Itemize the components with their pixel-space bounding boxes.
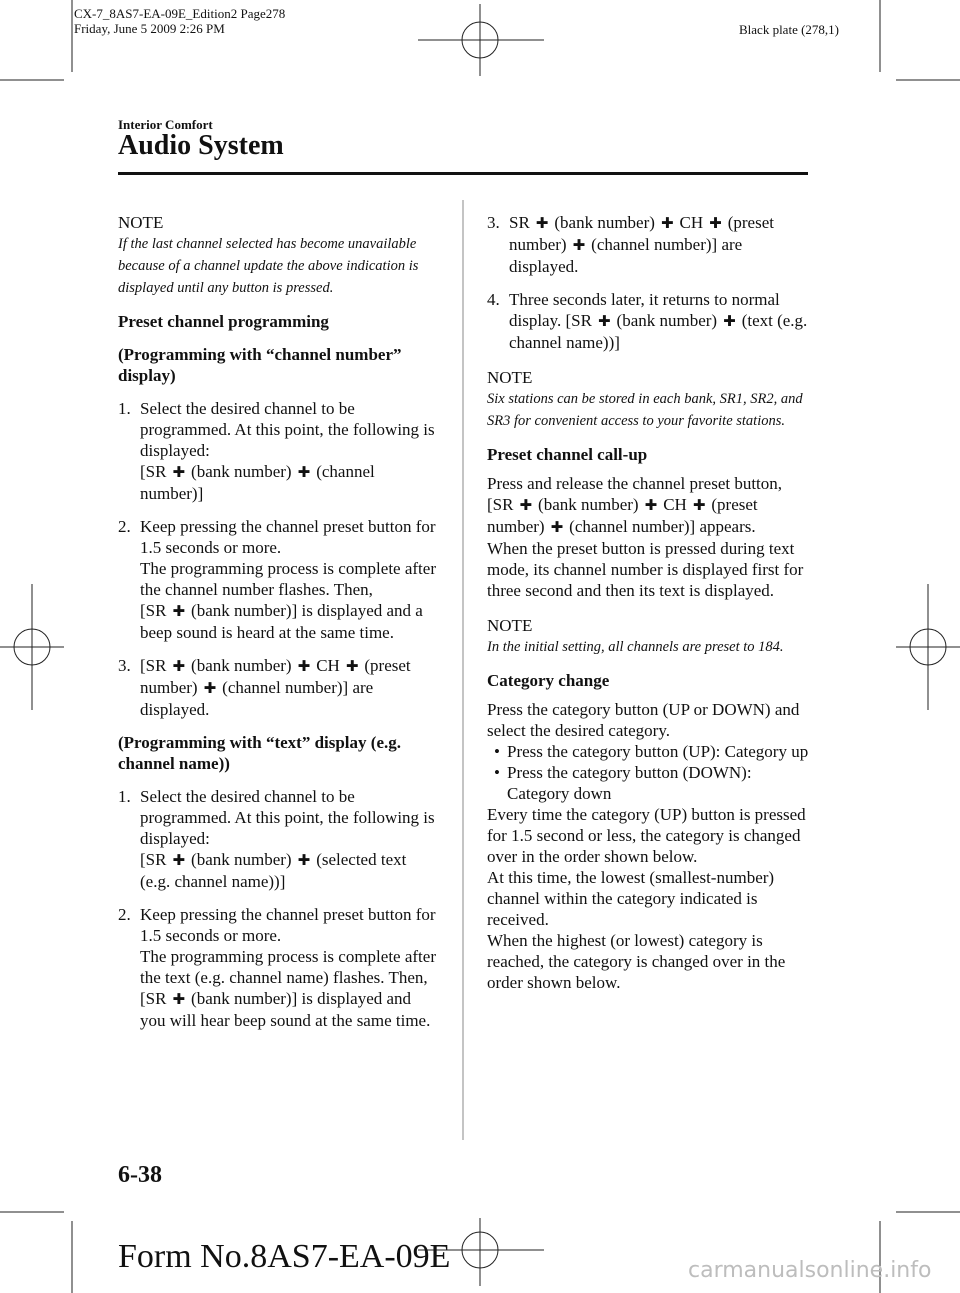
step-text: Keep pressing the channel preset button for 1.5 seconds or more.: [140, 905, 436, 945]
right-column: [487, 212, 809, 993]
plus-icon: ✚: [297, 657, 311, 675]
step-text: [SR: [140, 656, 167, 675]
step-num: 2.: [118, 905, 131, 924]
plus-icon: ✚: [550, 518, 564, 536]
watermark: carmanualsonline.info: [688, 1258, 932, 1283]
step-num: 3.: [487, 213, 500, 232]
plus-icon: ✚: [660, 214, 674, 232]
plus-icon: ✚: [172, 463, 186, 481]
step-text: (bank number): [191, 656, 292, 675]
title-rule: [118, 172, 808, 175]
callup-text: [487, 473, 809, 601]
plus-icon: ✚: [345, 657, 359, 675]
step-text: [SR: [140, 462, 167, 481]
note-text: Six stations can be stored in each bank, SR1, SR2, and SR3 for convenient access to your favorite stations.: [487, 391, 803, 429]
heading-preset-callup: Preset channel call-up: [487, 445, 648, 464]
heading-number-display: (Programming with “channel number” display): [118, 345, 402, 385]
step-text-1: [118, 786, 438, 892]
body-text: When the preset button is pressed during text mode, its channel number is displayed first for three second and then its text is displayed.: [487, 539, 804, 600]
step-text: (text (e.g. channel name))]: [509, 311, 808, 352]
category-text: Press the category button (UP or DOWN) and select the desired category.: [487, 700, 800, 740]
step-text: Select the desired channel to be programmed. At this point, the following is displayed:: [140, 399, 435, 460]
bullet-text: Press the category button (UP): Category up: [507, 742, 809, 761]
page-title: Audio System: [118, 130, 284, 161]
plus-icon: ✚: [172, 851, 186, 869]
file-info: [74, 6, 285, 36]
step-text-2: [118, 904, 438, 1031]
body-text: CH: [663, 495, 687, 514]
plus-icon: ✚: [535, 214, 549, 232]
body-text: [SR: [487, 495, 514, 514]
step-num: 1.: [118, 787, 131, 806]
body-text: Press and release the channel preset button,: [487, 474, 783, 493]
step-text: CH: [316, 656, 340, 675]
body-text: (preset number): [487, 495, 758, 536]
step-text: (bank number): [554, 213, 655, 232]
note-heading: NOTE: [487, 616, 533, 635]
step-text: Select the desired channel to be programmed. At this point, the following is displayed:: [140, 787, 435, 848]
plus-icon: ✚: [172, 602, 186, 620]
step-text: The programming process is complete after the channel number flashes. Then,: [140, 559, 436, 599]
note-heading: NOTE: [487, 368, 533, 387]
category-text: Every time the category (UP) button is pressed for 1.5 second or less, the category is changed over in the order shown below.: [487, 805, 806, 866]
date-line: Friday, June 5 2009 2:26 PM: [74, 21, 225, 36]
step-text: (bank number): [616, 311, 718, 330]
step-num: 3.: [118, 656, 131, 675]
plus-icon: ✚: [297, 463, 311, 481]
step-text: Three seconds later, it returns to normal display. [SR: [509, 290, 780, 330]
category-text: When the highest (or lowest) category is reached, the category is changed over in the order shown below.: [487, 931, 786, 992]
file-line: CX-7_8AS7-EA-09E_Edition2 Page278: [74, 6, 286, 21]
plus-icon: ✚: [597, 312, 611, 330]
step-text: [SR: [140, 850, 167, 869]
list-item: [487, 762, 809, 804]
step-text: [SR: [140, 601, 167, 620]
category-text: At this time, the lowest (smallest-number) channel within the category indicated is received.: [487, 868, 775, 929]
step-text: CH: [679, 213, 704, 232]
section-label: Interior Comfort: [118, 117, 213, 132]
body-text: (channel number)] appears.: [569, 517, 756, 536]
heading-text-display: (Programming with “text” display (e.g. channel name)): [118, 733, 401, 773]
plus-icon: ✚: [297, 851, 311, 869]
step-text: (bank number)] is displayed and a beep sound is heard at the same time.: [140, 601, 423, 642]
step-text: (preset number): [509, 213, 774, 254]
step-text: (channel number)] are displayed.: [140, 678, 374, 719]
note-text: If the last channel selected has become unavailable because of a channel update the above indication is displayed until any button is pressed.: [118, 236, 419, 296]
plus-icon: ✚: [203, 679, 217, 697]
bullet-icon: •: [494, 742, 500, 761]
step-text: (bank number)] is displayed and you will hear beep sound at the same time.: [140, 989, 431, 1030]
plus-icon: ✚: [692, 496, 706, 514]
step-num: 1.: [118, 399, 131, 418]
step-text: (preset number): [140, 656, 411, 697]
bullet-icon: •: [494, 763, 500, 782]
list-item: [487, 741, 809, 762]
bullet-text: Press the category button (DOWN): Category down: [507, 763, 752, 803]
step-4: [487, 289, 809, 353]
body-text: (bank number): [538, 495, 639, 514]
left-column: [118, 212, 438, 1031]
plus-icon: ✚: [709, 214, 722, 232]
plus-icon: ✚: [572, 236, 586, 254]
step-text: The programming process is complete after the text (e.g. channel name) flashes. Then, [SR: [140, 947, 436, 1008]
plus-icon: ✚: [172, 657, 186, 675]
heading-preset-programming: Preset channel programming: [118, 312, 329, 331]
step-text: (channel number)]: [140, 462, 375, 503]
step-text: (channel number)] are displayed.: [509, 235, 743, 276]
form-number: Form No.8AS7-EA-09E: [118, 1238, 451, 1275]
step-text: SR: [509, 213, 530, 232]
step-text: (selected text (e.g. channel name))]: [140, 850, 407, 891]
heading-category-change: Category change: [487, 671, 610, 690]
step-3-continued: [487, 212, 809, 277]
note-heading: NOTE: [118, 213, 164, 232]
plus-icon: ✚: [644, 496, 658, 514]
plus-icon: ✚: [172, 990, 186, 1008]
step-number-2: [118, 516, 438, 643]
step-number-1: [118, 398, 438, 504]
step-text: (bank number): [191, 462, 292, 481]
plus-icon: ✚: [723, 312, 736, 330]
page-number: 6-38: [118, 1162, 162, 1188]
step-num: 2.: [118, 517, 131, 536]
step-text: Keep pressing the channel preset button for 1.5 seconds or more.: [140, 517, 436, 557]
step-text: (bank number): [191, 850, 292, 869]
step-num: 4.: [487, 290, 500, 309]
plate-label: Black plate (278,1): [739, 22, 839, 37]
step-number-3: [118, 655, 438, 720]
note-text: In the initial setting, all channels are preset to 184.: [487, 639, 784, 655]
plus-icon: ✚: [519, 496, 533, 514]
